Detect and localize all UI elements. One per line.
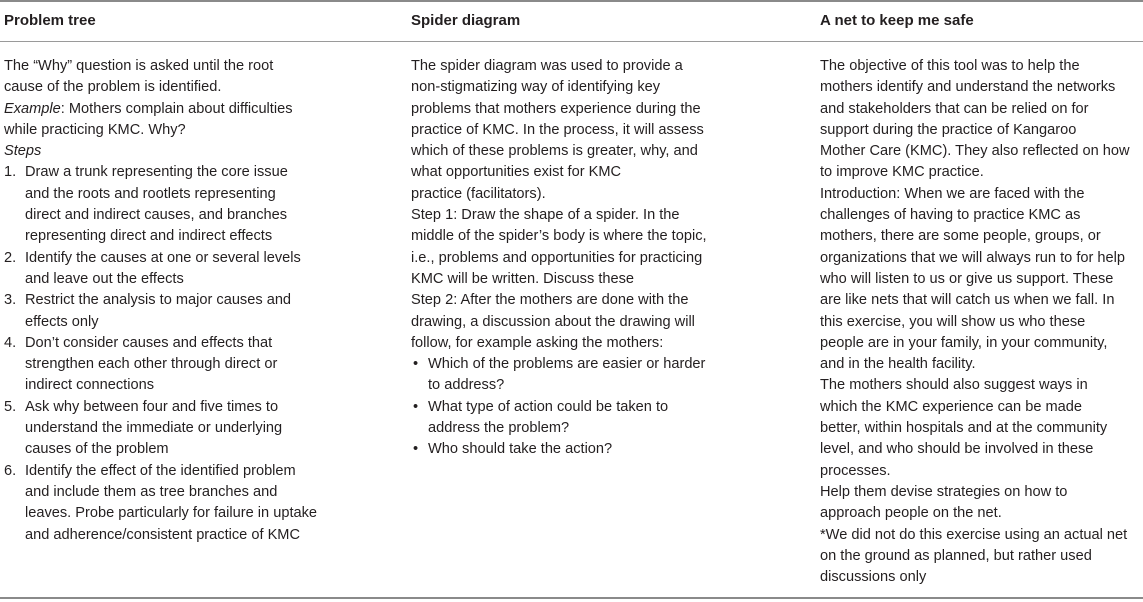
spider-text-line: Step 2: After the mothers are done with the bbox=[411, 292, 689, 309]
spider-text-line: which of these problems is greater, why, and bbox=[411, 143, 698, 160]
step-text-line: leaves. Probe particularly for failure in uptake bbox=[25, 505, 318, 522]
example-line bbox=[4, 99, 309, 120]
example-text: : Mothers complain about difficulties bbox=[60, 100, 293, 117]
step-number: 2. bbox=[4, 249, 17, 266]
step-text-line: understand the immediate or underlying bbox=[25, 420, 283, 437]
step-item bbox=[4, 162, 309, 247]
spider-text-line: i.e., problems and opportunities for practicing bbox=[411, 249, 703, 266]
step-text-line: Ask why between four and five times to bbox=[25, 398, 279, 415]
net-safe-text-line: level, and who should be involved in these bbox=[820, 441, 1094, 458]
net-safe-text-line: *We did not do this exercise using an actual net bbox=[820, 526, 1128, 543]
steps-list bbox=[4, 162, 318, 545]
net-safe-text bbox=[820, 56, 1140, 588]
step-item bbox=[4, 290, 309, 333]
bullet-text-line: Who should take the action? bbox=[428, 441, 613, 458]
header-net-safe: A net to keep me safe bbox=[820, 12, 974, 29]
net-safe-text-line: on the ground as planned, but rather used bbox=[820, 547, 1092, 564]
spider-text-line: Step 1: Draw the shape of a spider. In the bbox=[411, 207, 680, 224]
step-text-line: Identify the effect of the identified problem bbox=[25, 462, 296, 479]
bullet-text-line: Which of the problems are easier or harder bbox=[428, 356, 706, 373]
step-text-line: and leave out the effects bbox=[25, 270, 184, 287]
net-safe-text-line: support during the practice of Kangaroo bbox=[820, 121, 1077, 138]
step-text-line: and adherence/consistent practice of KMC bbox=[25, 526, 301, 543]
spider-diagram-cell bbox=[411, 56, 729, 461]
intro-line: The “Why” question is asked until the root bbox=[4, 58, 274, 74]
net-safe-text-line: discussions only bbox=[820, 569, 927, 586]
bullet-item bbox=[411, 354, 729, 397]
net-safe-text-line: processes. bbox=[820, 462, 891, 479]
step-item bbox=[4, 333, 309, 397]
step-text-line: causes of the problem bbox=[25, 441, 169, 458]
bullet-item bbox=[411, 397, 729, 440]
step-item bbox=[4, 397, 309, 461]
bullet-text-line: What type of action could be taken to bbox=[428, 398, 669, 415]
spider-text-line: non-stigmatizing way of identifying key bbox=[411, 79, 661, 96]
step-text-line: representing direct and indirect effects bbox=[25, 228, 273, 245]
step-text-line: effects only bbox=[25, 313, 99, 330]
step-text-line: strengthen each other through direct or bbox=[25, 356, 278, 373]
intro-line: cause of the problem is identified. bbox=[4, 79, 222, 96]
step-item bbox=[4, 461, 318, 546]
step-text-line: direct and indirect causes, and branches bbox=[25, 207, 288, 224]
step-number: 6. bbox=[4, 462, 17, 479]
net-safe-text-line: Help them devise strategies on how to bbox=[820, 483, 1068, 500]
net-safe-text-line: The objective of this tool was to help the bbox=[820, 58, 1080, 74]
step-text-line: and the roots and rootlets representing bbox=[25, 185, 276, 202]
net-safe-text-line: which the KMC experience can be made bbox=[820, 398, 1083, 415]
bullet-item bbox=[411, 439, 729, 460]
table-bottom-rule bbox=[0, 597, 1143, 599]
steps-label: Steps bbox=[4, 143, 42, 160]
net-safe-text-line: people are in your family, in your community, bbox=[820, 334, 1108, 351]
bullet-text-line: address the problem? bbox=[428, 420, 570, 437]
net-safe-text-line: who will listen to us or give us support. These bbox=[820, 270, 1114, 287]
net-safe-text-line: The mothers should also suggest ways in bbox=[820, 377, 1088, 394]
step-text-line: Draw a trunk representing the core issue bbox=[25, 164, 288, 181]
spider-text-line: The spider diagram was used to provide a bbox=[411, 58, 683, 74]
step-text-line: Identify the causes at one or several levels bbox=[25, 249, 301, 266]
net-safe-text-line: this exercise, you will show us who these bbox=[820, 313, 1086, 330]
net-safe-cell bbox=[820, 56, 1140, 588]
net-safe-text-line: mothers, there are some people, groups, or bbox=[820, 228, 1101, 245]
table-header-rule bbox=[0, 41, 1143, 42]
spider-text-line: practice (facilitators). bbox=[411, 185, 546, 202]
net-safe-text-line: organizations that we will always run to for help bbox=[820, 249, 1126, 266]
net-safe-text-line: challenges of having to practice KMC as bbox=[820, 207, 1081, 224]
net-safe-text-line: and in the health facility. bbox=[820, 356, 976, 373]
example-line-cont: while practicing KMC. Why? bbox=[4, 121, 186, 138]
net-safe-text-line: mothers identify and understand the networks bbox=[820, 79, 1116, 96]
step-number: 5. bbox=[4, 398, 17, 415]
net-safe-text-line: better, within hospitals and at the community bbox=[820, 420, 1108, 437]
net-safe-text-line: approach people on the net. bbox=[820, 505, 1002, 522]
spider-text-line: practice of KMC. In the process, it will assess bbox=[411, 121, 704, 138]
step-text-line: and include them as tree branches and bbox=[25, 483, 278, 500]
net-safe-text-line: Mother Care (KMC). They also reflected on how bbox=[820, 143, 1130, 160]
step-item bbox=[4, 248, 309, 291]
bullet-icon: • bbox=[413, 356, 419, 373]
bullet-icon: • bbox=[413, 398, 419, 415]
spider-bullets bbox=[411, 354, 729, 460]
bullet-icon: • bbox=[413, 441, 419, 458]
example-label: Example bbox=[4, 100, 61, 117]
net-safe-text-line: Introduction: When we are faced with the bbox=[820, 185, 1085, 202]
spider-text-line: follow, for example asking the mothers: bbox=[411, 334, 664, 351]
net-safe-text-line: and stakeholders that can be relied on for bbox=[820, 100, 1089, 117]
step-text-line: indirect connections bbox=[25, 377, 154, 394]
net-safe-text-line: are like nets that will catch us when we fall. In bbox=[820, 292, 1115, 309]
spider-text-line: problems that mothers experience during the bbox=[411, 100, 701, 117]
spider-text-line: middle of the spider’s body is where the topic, bbox=[411, 228, 707, 245]
table-top-rule bbox=[0, 0, 1143, 2]
header-problem-tree: Problem tree bbox=[4, 12, 96, 29]
problem-tree-cell bbox=[4, 56, 318, 546]
net-safe-text-line: to improve KMC practice. bbox=[820, 164, 984, 181]
header-spider-diagram: Spider diagram bbox=[411, 12, 521, 29]
step-number: 4. bbox=[4, 334, 17, 351]
spider-text-line: what opportunities exist for KMC bbox=[411, 164, 622, 181]
spider-text-line: KMC will be written. Discuss these bbox=[411, 270, 635, 287]
step-text-line: Don’t consider causes and effects that bbox=[25, 334, 273, 351]
spider-text bbox=[411, 56, 729, 354]
bullet-text-line: to address? bbox=[428, 377, 505, 394]
step-number: 1. bbox=[4, 164, 17, 181]
step-text-line: Restrict the analysis to major causes and bbox=[25, 292, 292, 309]
spider-text-line: drawing, a discussion about the drawing will bbox=[411, 313, 695, 330]
step-number: 3. bbox=[4, 292, 17, 309]
